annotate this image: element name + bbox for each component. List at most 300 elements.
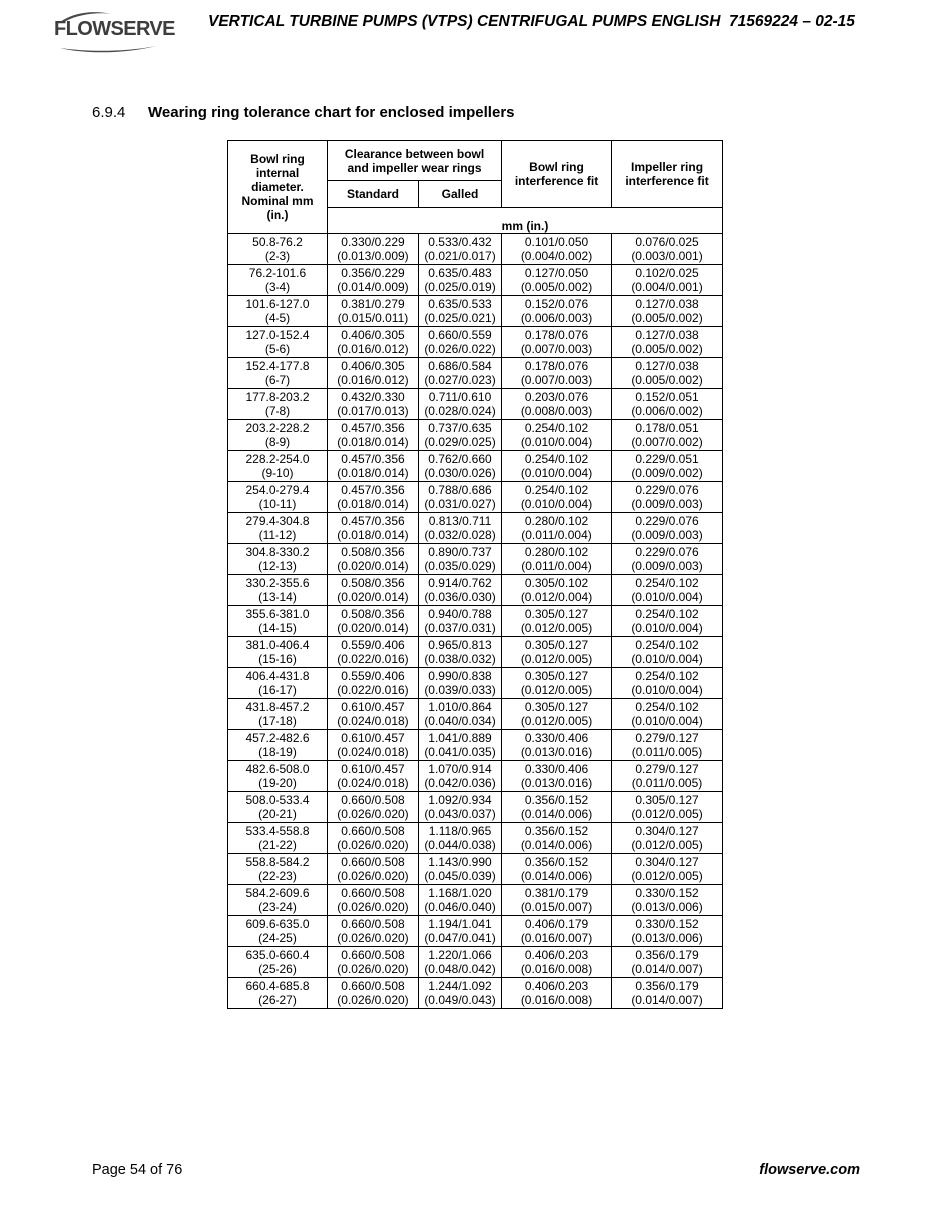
cell-impeller-fit-mm: 0.127/0.038 — [635, 297, 699, 311]
table-row — [228, 792, 723, 823]
cell-impeller-fit — [612, 296, 723, 327]
header-doc-suffix: – 02-15 — [802, 13, 855, 30]
col-header-galled: Galled — [419, 181, 502, 208]
table-row — [228, 947, 723, 978]
table-row — [228, 730, 723, 761]
cell-galled-mm: 0.635/0.533 — [428, 297, 492, 311]
cell-galled-mm: 0.813/0.711 — [428, 514, 492, 528]
cell-diameter-mm: 558.8-584.2 — [245, 855, 310, 869]
cell-standard — [328, 451, 419, 482]
cell-impeller-fit-mm: 0.254/0.102 — [635, 700, 699, 714]
page-header-title — [208, 13, 868, 31]
table-row — [228, 513, 723, 544]
cell-galled — [419, 792, 502, 823]
table-row — [228, 296, 723, 327]
cell-impeller-fit — [612, 420, 723, 451]
cell-standard — [328, 699, 419, 730]
cell-standard — [328, 420, 419, 451]
cell-galled — [419, 916, 502, 947]
cell-bowl-fit-in: (0.016/0.008) — [520, 993, 593, 1007]
cell-bowl-fit-mm: 0.280/0.102 — [524, 514, 589, 528]
cell-standard-in: (0.026/0.020) — [337, 807, 409, 821]
section-heading — [92, 104, 515, 121]
cell-diameter — [228, 575, 328, 606]
cell-galled-in: (0.047/0.041) — [424, 931, 496, 945]
cell-standard-mm: 0.381/0.279 — [341, 297, 405, 311]
cell-diameter-mm: 254.0-279.4 — [245, 483, 310, 497]
cell-impeller-fit-in: (0.012/0.005) — [631, 807, 703, 821]
cell-galled-in: (0.043/0.037) — [424, 807, 496, 821]
cell-impeller-fit-mm: 0.356/0.179 — [635, 979, 699, 993]
table-row — [228, 854, 723, 885]
table-row — [228, 761, 723, 792]
cell-standard — [328, 544, 419, 575]
cell-diameter — [228, 637, 328, 668]
footer-website: flowserve.com — [759, 1162, 860, 1178]
cell-impeller-fit-mm: 0.229/0.076 — [635, 545, 699, 559]
cell-galled — [419, 730, 502, 761]
cell-galled-mm: 1.168/1.020 — [428, 886, 492, 900]
cell-galled — [419, 947, 502, 978]
cell-diameter-mm: 50.8-76.2 — [252, 235, 303, 249]
cell-diameter-in: (17-18) — [258, 714, 297, 728]
cell-impeller-fit-mm: 0.178/0.051 — [635, 421, 699, 435]
cell-diameter-in: (13-14) — [258, 590, 297, 604]
cell-bowl-fit-in: (0.012/0.004) — [520, 590, 593, 604]
cell-bowl-fit-mm: 0.356/0.152 — [524, 824, 589, 838]
cell-standard — [328, 296, 419, 327]
col-header-impeller-fit: Impeller ring interference fit — [612, 141, 723, 208]
cell-diameter-in: (7-8) — [264, 404, 291, 418]
cell-bowl-fit — [502, 389, 612, 420]
cell-impeller-fit-mm: 0.127/0.038 — [635, 359, 699, 373]
cell-bowl-fit — [502, 482, 612, 513]
cell-diameter-in: (18-19) — [258, 745, 297, 759]
cell-bowl-fit — [502, 637, 612, 668]
cell-galled-in: (0.038/0.032) — [424, 652, 496, 666]
cell-diameter — [228, 606, 328, 637]
cell-galled-mm: 1.118/0.965 — [428, 824, 492, 838]
cell-bowl-fit — [502, 358, 612, 389]
table-row — [228, 389, 723, 420]
cell-impeller-fit — [612, 699, 723, 730]
cell-diameter — [228, 947, 328, 978]
cell-galled-in: (0.025/0.019) — [424, 280, 496, 294]
cell-impeller-fit-mm: 0.304/0.127 — [635, 855, 699, 869]
cell-standard — [328, 668, 419, 699]
cell-impeller-fit — [612, 761, 723, 792]
cell-standard-in: (0.024/0.018) — [337, 714, 409, 728]
cell-galled-in: (0.037/0.031) — [424, 621, 496, 635]
cell-galled-mm: 1.092/0.934 — [428, 793, 492, 807]
cell-impeller-fit — [612, 637, 723, 668]
cell-galled — [419, 668, 502, 699]
cell-bowl-fit-mm: 0.178/0.076 — [524, 328, 589, 342]
cell-bowl-fit — [502, 916, 612, 947]
cell-bowl-fit-mm: 0.406/0.203 — [524, 979, 589, 993]
cell-bowl-fit-in: (0.013/0.016) — [520, 776, 593, 790]
cell-diameter — [228, 854, 328, 885]
cell-impeller-fit-mm: 0.127/0.038 — [635, 328, 699, 342]
cell-standard-in: (0.018/0.014) — [337, 497, 409, 511]
cell-impeller-fit-in: (0.003/0.001) — [631, 249, 703, 263]
cell-galled — [419, 482, 502, 513]
cell-diameter-in: (4-5) — [264, 311, 291, 325]
cell-galled-in: (0.028/0.024) — [424, 404, 496, 418]
cell-diameter-mm: 584.2-609.6 — [245, 886, 310, 900]
page-number: Page 54 of 76 — [92, 1162, 183, 1178]
cell-diameter-mm: 660.4-685.8 — [245, 979, 310, 993]
cell-standard-mm: 0.660/0.508 — [341, 855, 405, 869]
cell-standard-mm: 0.508/0.356 — [341, 607, 405, 621]
cell-galled — [419, 885, 502, 916]
cell-diameter — [228, 792, 328, 823]
cell-bowl-fit-mm: 0.356/0.152 — [524, 793, 589, 807]
cell-diameter-in: (10-11) — [258, 497, 297, 511]
cell-diameter — [228, 327, 328, 358]
cell-standard-mm: 0.457/0.356 — [341, 483, 405, 497]
cell-diameter — [228, 823, 328, 854]
cell-galled — [419, 451, 502, 482]
cell-diameter-in: (20-21) — [258, 807, 297, 821]
cell-standard — [328, 606, 419, 637]
table-row — [228, 823, 723, 854]
cell-galled-mm: 0.990/0.838 — [428, 669, 492, 683]
cell-impeller-fit — [612, 451, 723, 482]
cell-bowl-fit — [502, 854, 612, 885]
cell-diameter-in: (3-4) — [264, 280, 291, 294]
cell-standard-in: (0.014/0.009) — [337, 280, 409, 294]
table-row — [228, 358, 723, 389]
cell-standard-in: (0.020/0.014) — [337, 621, 409, 635]
cell-impeller-fit — [612, 234, 723, 265]
cell-impeller-fit — [612, 265, 723, 296]
cell-standard-mm: 0.660/0.508 — [341, 948, 405, 962]
cell-galled-mm: 1.220/1.066 — [428, 948, 492, 962]
cell-impeller-fit-in: (0.005/0.002) — [631, 311, 703, 325]
cell-bowl-fit-mm: 0.305/0.127 — [524, 638, 589, 652]
cell-galled — [419, 358, 502, 389]
cell-standard-in: (0.018/0.014) — [337, 466, 409, 480]
col-header-clearance: Clearance between bowl and impeller wear rings — [328, 141, 502, 181]
cell-galled-in: (0.048/0.042) — [424, 962, 496, 976]
cell-galled-in: (0.029/0.025) — [424, 435, 496, 449]
cell-impeller-fit-in: (0.010/0.004) — [631, 714, 703, 728]
cell-impeller-fit-in: (0.010/0.004) — [631, 652, 703, 666]
cell-bowl-fit-mm: 0.406/0.179 — [524, 917, 589, 931]
table-row — [228, 420, 723, 451]
cell-galled-in: (0.036/0.030) — [424, 590, 496, 604]
cell-galled-in: (0.049/0.043) — [424, 993, 496, 1007]
cell-impeller-fit — [612, 606, 723, 637]
cell-galled-in: (0.046/0.040) — [424, 900, 496, 914]
cell-standard-in: (0.018/0.014) — [337, 435, 409, 449]
cell-bowl-fit — [502, 606, 612, 637]
cell-standard-in: (0.013/0.009) — [337, 249, 409, 263]
cell-impeller-fit-in: (0.005/0.002) — [631, 342, 703, 356]
cell-bowl-fit-in: (0.007/0.003) — [520, 373, 593, 387]
cell-galled-mm: 1.244/1.092 — [428, 979, 492, 993]
cell-impeller-fit-in: (0.009/0.003) — [631, 497, 703, 511]
cell-bowl-fit — [502, 792, 612, 823]
cell-bowl-fit-mm: 0.356/0.152 — [524, 855, 589, 869]
cell-standard-in: (0.026/0.020) — [337, 869, 409, 883]
cell-diameter — [228, 885, 328, 916]
cell-galled — [419, 761, 502, 792]
cell-bowl-fit — [502, 451, 612, 482]
cell-galled — [419, 823, 502, 854]
cell-galled-in: (0.025/0.021) — [424, 311, 496, 325]
cell-diameter-in: (14-15) — [258, 621, 297, 635]
cell-diameter — [228, 668, 328, 699]
cell-bowl-fit — [502, 823, 612, 854]
cell-impeller-fit-mm: 0.102/0.025 — [635, 266, 699, 280]
cell-diameter-in: (5-6) — [264, 342, 291, 356]
cell-standard-mm: 0.660/0.508 — [341, 824, 405, 838]
cell-standard-mm: 0.457/0.356 — [341, 514, 405, 528]
cell-galled — [419, 389, 502, 420]
cell-galled-mm: 0.686/0.584 — [428, 359, 492, 373]
cell-impeller-fit-in: (0.013/0.006) — [631, 900, 703, 914]
cell-galled-mm: 1.070/0.914 — [428, 762, 492, 776]
cell-impeller-fit-in: (0.010/0.004) — [631, 590, 703, 604]
table-row — [228, 575, 723, 606]
cell-bowl-fit-in: (0.014/0.006) — [520, 838, 593, 852]
cell-diameter-mm: 152.4-177.8 — [245, 359, 310, 373]
table-row — [228, 916, 723, 947]
cell-bowl-fit — [502, 730, 612, 761]
cell-diameter — [228, 761, 328, 792]
cell-galled-in: (0.039/0.033) — [424, 683, 496, 697]
cell-bowl-fit-mm: 0.305/0.127 — [524, 607, 589, 621]
cell-diameter-mm: 406.4-431.8 — [245, 669, 310, 683]
cell-impeller-fit-mm: 0.229/0.076 — [635, 483, 699, 497]
cell-standard — [328, 947, 419, 978]
cell-bowl-fit — [502, 265, 612, 296]
cell-standard — [328, 916, 419, 947]
cell-standard-in: (0.017/0.013) — [337, 404, 409, 418]
cell-diameter-in: (9-10) — [261, 466, 294, 480]
cell-diameter — [228, 513, 328, 544]
cell-bowl-fit-in: (0.016/0.008) — [520, 962, 593, 976]
cell-standard-in: (0.026/0.020) — [337, 962, 409, 976]
cell-standard-in: (0.016/0.012) — [337, 342, 409, 356]
cell-impeller-fit — [612, 730, 723, 761]
cell-diameter — [228, 451, 328, 482]
wearing-ring-tolerance-table — [227, 140, 723, 1009]
cell-diameter-in: (23-24) — [258, 900, 297, 914]
cell-galled-mm: 1.143/0.990 — [428, 855, 492, 869]
cell-impeller-fit — [612, 389, 723, 420]
cell-impeller-fit-in: (0.013/0.006) — [631, 931, 703, 945]
cell-impeller-fit — [612, 482, 723, 513]
cell-bowl-fit-mm: 0.381/0.179 — [524, 886, 589, 900]
cell-diameter-mm: 482.6-508.0 — [245, 762, 310, 776]
cell-bowl-fit — [502, 296, 612, 327]
cell-impeller-fit-in: (0.005/0.002) — [631, 373, 703, 387]
cell-bowl-fit — [502, 885, 612, 916]
cell-bowl-fit-in: (0.012/0.005) — [520, 621, 593, 635]
cell-impeller-fit — [612, 575, 723, 606]
cell-impeller-fit-mm: 0.254/0.102 — [635, 638, 699, 652]
cell-diameter-in: (21-22) — [258, 838, 297, 852]
cell-galled-in: (0.040/0.034) — [424, 714, 496, 728]
cell-impeller-fit — [612, 327, 723, 358]
cell-impeller-fit-in: (0.010/0.004) — [631, 621, 703, 635]
cell-bowl-fit-in: (0.011/0.004) — [521, 528, 592, 542]
cell-galled-mm: 0.533/0.432 — [428, 235, 492, 249]
cell-standard-mm: 0.559/0.406 — [341, 669, 405, 683]
cell-impeller-fit-mm: 0.229/0.051 — [635, 452, 699, 466]
cell-standard-in: (0.024/0.018) — [337, 776, 409, 790]
cell-diameter-in: (22-23) — [258, 869, 297, 883]
cell-standard-mm: 0.508/0.356 — [341, 545, 405, 559]
cell-galled — [419, 296, 502, 327]
cell-impeller-fit-mm: 0.254/0.102 — [635, 669, 699, 683]
cell-diameter — [228, 730, 328, 761]
cell-impeller-fit — [612, 513, 723, 544]
cell-bowl-fit — [502, 978, 612, 1009]
cell-bowl-fit-mm: 0.254/0.102 — [524, 421, 589, 435]
cell-bowl-fit — [502, 668, 612, 699]
cell-bowl-fit-in: (0.011/0.004) — [521, 559, 592, 573]
cell-impeller-fit-in: (0.014/0.007) — [631, 962, 703, 976]
cell-galled-in: (0.035/0.029) — [424, 559, 496, 573]
table-row — [228, 637, 723, 668]
cell-galled-mm: 0.635/0.483 — [428, 266, 492, 280]
cell-diameter-mm: 228.2-254.0 — [245, 452, 310, 466]
cell-impeller-fit-in: (0.004/0.001) — [631, 280, 703, 294]
col-header-standard: Standard — [328, 181, 419, 208]
cell-galled-mm: 0.737/0.635 — [428, 421, 492, 435]
cell-diameter-in: (2-3) — [264, 249, 291, 263]
cell-bowl-fit — [502, 513, 612, 544]
cell-diameter-in: (26-27) — [258, 993, 297, 1007]
cell-bowl-fit — [502, 420, 612, 451]
cell-diameter-mm: 355.6-381.0 — [245, 607, 310, 621]
cell-diameter-in: (11-12) — [258, 528, 297, 542]
cell-galled — [419, 544, 502, 575]
cell-bowl-fit-in: (0.010/0.004) — [520, 497, 593, 511]
cell-bowl-fit-mm: 0.305/0.127 — [524, 700, 589, 714]
cell-impeller-fit-mm: 0.254/0.102 — [635, 607, 699, 621]
col-header-bowl-fit: Bowl ring interference fit — [502, 141, 612, 208]
cell-bowl-fit-in: (0.014/0.006) — [520, 869, 593, 883]
cell-standard-in: (0.020/0.014) — [337, 590, 409, 604]
cell-bowl-fit-mm: 0.152/0.076 — [524, 297, 589, 311]
cell-standard — [328, 792, 419, 823]
table-row — [228, 699, 723, 730]
cell-standard-in: (0.024/0.018) — [337, 745, 409, 759]
cell-galled-mm: 0.940/0.788 — [428, 607, 492, 621]
cell-diameter-mm: 101.6-127.0 — [245, 297, 310, 311]
cell-diameter — [228, 699, 328, 730]
cell-bowl-fit-mm: 0.305/0.102 — [524, 576, 589, 590]
cell-bowl-fit-in: (0.012/0.005) — [520, 714, 593, 728]
cell-standard — [328, 265, 419, 296]
cell-bowl-fit-mm: 0.330/0.406 — [524, 731, 589, 745]
cell-galled — [419, 265, 502, 296]
cell-diameter-in: (15-16) — [258, 652, 297, 666]
cell-standard-mm: 0.610/0.457 — [341, 700, 405, 714]
cell-diameter-in: (25-26) — [258, 962, 297, 976]
cell-impeller-fit-mm: 0.229/0.076 — [635, 514, 699, 528]
cell-bowl-fit-in: (0.015/0.007) — [520, 900, 593, 914]
cell-galled — [419, 513, 502, 544]
cell-bowl-fit-mm: 0.203/0.076 — [524, 390, 589, 404]
cell-diameter-in: (8-9) — [264, 435, 291, 449]
cell-galled — [419, 575, 502, 606]
cell-standard — [328, 730, 419, 761]
cell-diameter — [228, 234, 328, 265]
cell-galled-mm: 0.660/0.559 — [428, 328, 492, 342]
cell-diameter-in: (12-13) — [258, 559, 297, 573]
cell-galled-mm: 1.041/0.889 — [428, 731, 492, 745]
cell-standard-in: (0.026/0.020) — [337, 993, 409, 1007]
cell-bowl-fit — [502, 761, 612, 792]
cell-bowl-fit — [502, 947, 612, 978]
cell-bowl-fit — [502, 544, 612, 575]
cell-diameter — [228, 978, 328, 1009]
cell-impeller-fit-mm: 0.254/0.102 — [635, 576, 699, 590]
cell-galled — [419, 978, 502, 1009]
cell-diameter — [228, 482, 328, 513]
cell-standard — [328, 978, 419, 1009]
cell-galled-in: (0.032/0.028) — [424, 528, 496, 542]
units-row: mm (in.) — [328, 208, 723, 234]
cell-impeller-fit-in: (0.011/0.005) — [631, 745, 703, 759]
cell-standard — [328, 575, 419, 606]
cell-bowl-fit — [502, 575, 612, 606]
logo-text: FLOWSERVE — [54, 18, 175, 40]
cell-standard-mm: 0.330/0.229 — [341, 235, 405, 249]
cell-impeller-fit-mm: 0.330/0.152 — [635, 886, 699, 900]
cell-diameter — [228, 420, 328, 451]
cell-diameter-mm: 76.2-101.6 — [248, 266, 307, 280]
cell-standard — [328, 234, 419, 265]
cell-standard-in: (0.022/0.016) — [337, 683, 409, 697]
cell-bowl-fit — [502, 699, 612, 730]
cell-galled-mm: 1.194/1.041 — [428, 917, 492, 931]
cell-galled-in: (0.044/0.038) — [424, 838, 496, 852]
table-row — [228, 606, 723, 637]
cell-diameter-mm: 533.4-558.8 — [245, 824, 310, 838]
cell-bowl-fit-mm: 0.280/0.102 — [524, 545, 589, 559]
cell-impeller-fit — [612, 916, 723, 947]
cell-impeller-fit — [612, 668, 723, 699]
cell-galled — [419, 234, 502, 265]
cell-bowl-fit-mm: 0.305/0.127 — [524, 669, 589, 683]
table-row — [228, 885, 723, 916]
cell-impeller-fit-mm: 0.304/0.127 — [635, 824, 699, 838]
cell-bowl-fit-mm: 0.254/0.102 — [524, 452, 589, 466]
cell-impeller-fit-mm: 0.279/0.127 — [635, 762, 699, 776]
cell-diameter-mm: 304.8-330.2 — [245, 545, 310, 559]
cell-galled-in: (0.031/0.027) — [424, 497, 496, 511]
cell-diameter — [228, 916, 328, 947]
cell-standard-in: (0.026/0.020) — [337, 900, 409, 914]
cell-bowl-fit-in: (0.016/0.007) — [520, 931, 593, 945]
cell-diameter-mm: 508.0-533.4 — [245, 793, 310, 807]
cell-bowl-fit-in: (0.010/0.004) — [520, 435, 593, 449]
cell-bowl-fit-in: (0.014/0.006) — [520, 807, 593, 821]
cell-standard — [328, 389, 419, 420]
cell-impeller-fit-mm: 0.305/0.127 — [635, 793, 699, 807]
cell-galled-in: (0.027/0.023) — [424, 373, 496, 387]
cell-galled-mm: 0.890/0.737 — [428, 545, 492, 559]
table-row — [228, 978, 723, 1009]
cell-diameter-mm: 381.0-406.4 — [245, 638, 310, 652]
